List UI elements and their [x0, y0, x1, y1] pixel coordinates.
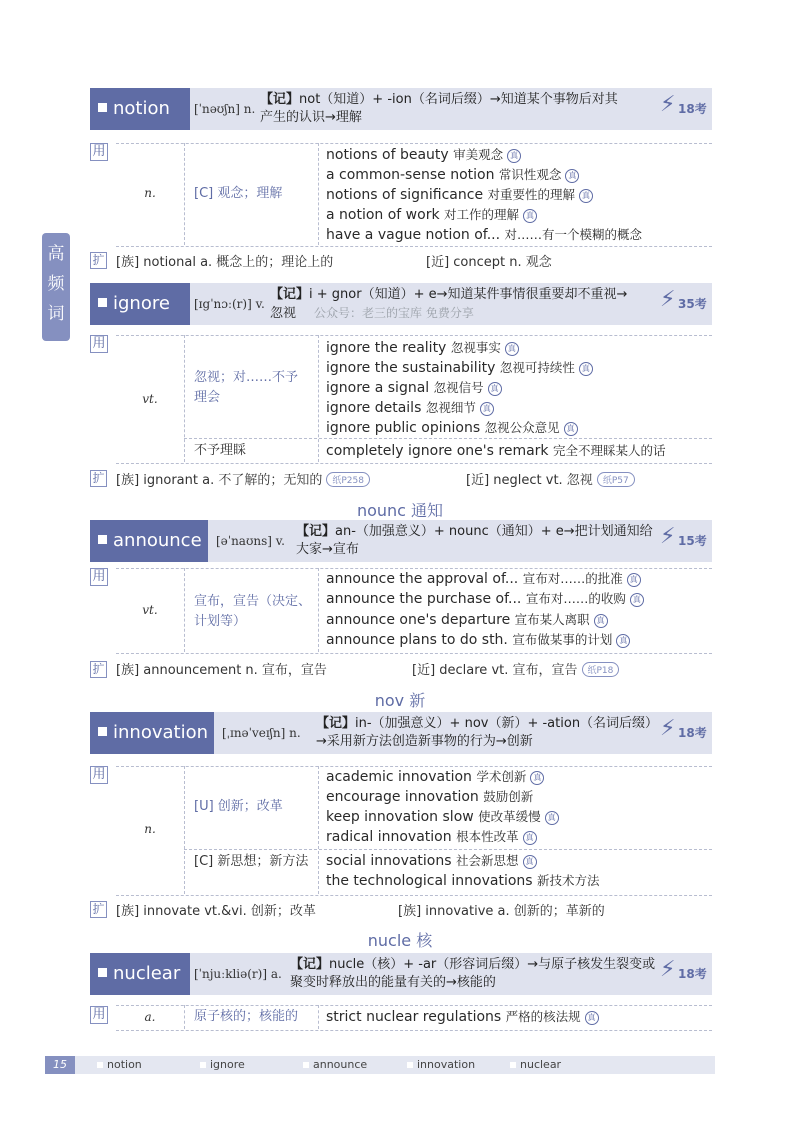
root-heading: nucle 核: [367, 931, 433, 950]
part-of-speech: a.: [144, 1010, 156, 1024]
exam-icon: 真: [594, 614, 608, 628]
synonym: [近] concept n. 观念: [426, 255, 552, 270]
word-family: [族] ignorant a. 不了解的；无知的 纸P258: [116, 469, 370, 488]
meaning: 原子核的；核能的: [194, 1009, 299, 1024]
phonetic: [əˈnaʊns] v.: [216, 534, 285, 548]
usage-tag: 用: [90, 568, 108, 586]
word-family: [族] notional a. 概念上的；理论上的: [116, 255, 334, 270]
extension-tag: 扩: [90, 901, 107, 918]
example-phrase: ignore the sustainability 忽视可持续性 真: [326, 358, 593, 378]
lightning-icon: ⚡: [660, 524, 676, 549]
root-heading: nounc 通知: [356, 501, 444, 520]
page-footer: [45, 1056, 715, 1074]
example-phrase: have a vague notion of... 对……有一个模糊的概念: [326, 227, 643, 243]
divider: [184, 1005, 185, 1029]
memory-tip: 【记】not（知道）+ -ion（名词后缀）→知道某个事物后对其产生的认识→理解: [260, 92, 618, 125]
divider: [184, 766, 185, 894]
memory-tip: 【记】nucle（核）+ -ar（形容词后缀）→与原子核发生裂变或聚变时释放出的能量有关的→核能的: [290, 957, 656, 990]
meaning: 宣布，宣告（决定、计划等）: [194, 594, 312, 629]
exam-icon: 真: [579, 362, 593, 376]
exam-icon: 真: [523, 831, 537, 845]
exam-icon: 真: [565, 169, 579, 183]
headword: nuclear: [90, 953, 190, 995]
page-ref-badge: 纸P258: [326, 472, 370, 487]
example-phrase: announce the purchase of... 宣布对……的收购 真: [326, 589, 644, 609]
word-family: [族] innovative a. 创新的；革新的: [398, 904, 605, 919]
frequency-badge: ⚡ 15考: [660, 524, 707, 549]
extension-tag: 扩: [90, 661, 107, 678]
divider: [318, 568, 319, 652]
divider: [184, 438, 712, 439]
page-ref-badge: 纸P57: [597, 472, 635, 487]
memory-tip: 【记】an-（加强意义）+ nounc（通知）+ e→把计划通知给大家→宣布: [296, 524, 653, 557]
phonetic: [ˈnəʊʃn] n.: [194, 102, 256, 116]
exam-icon: 真: [480, 402, 494, 416]
part-of-speech: n.: [144, 822, 156, 836]
divider: [318, 335, 319, 462]
phonetic: [ˈnjuːkliə(r)] a.: [194, 967, 282, 981]
usage-tag: 用: [90, 1006, 108, 1024]
example-phrase: a notion of work 对工作的理解 真: [326, 205, 537, 225]
lightning-icon: ⚡: [660, 957, 676, 982]
frequency-badge: ⚡ 18考: [660, 957, 707, 982]
headword: ignore: [90, 283, 190, 325]
meaning: [U] 创新；改革: [194, 799, 283, 814]
divider: [318, 766, 319, 894]
example-phrase: academic innovation 学术创新 真: [326, 767, 544, 787]
meaning: [C] 观念；理解: [194, 186, 283, 201]
divider: [184, 849, 712, 850]
exam-icon: 真: [507, 149, 521, 163]
page-number: 15: [45, 1056, 75, 1074]
example-phrase: notions of beauty 审美观念 真: [326, 145, 521, 165]
exam-icon: 真: [523, 855, 537, 869]
footer-word: notion: [97, 1056, 142, 1074]
entry-header-innovation: [90, 712, 712, 754]
footer-word: announce: [303, 1056, 367, 1074]
meaning: [C] 新思想；新方法: [194, 854, 309, 869]
example-phrase: encourage innovation 鼓励创新: [326, 789, 534, 805]
phonetic: [ˌɪnəˈveɪʃn] n.: [222, 726, 301, 740]
headword: announce: [90, 520, 208, 562]
example-phrase: announce the approval of... 宣布对……的批准 真: [326, 569, 641, 589]
divider: [318, 1005, 319, 1029]
exam-icon: 真: [488, 382, 502, 396]
meaning: 不予理睬: [194, 443, 247, 458]
example-phrase: keep innovation slow 使改革缓慢 真: [326, 807, 559, 827]
example-phrase: the technological innovations 新技术方法: [326, 873, 600, 889]
memory-tip: 【记】i + gnor（知道）+ e→知道某件事情很重要却不重视→忽视 公众号：老三的宝库 免费分享: [270, 287, 628, 321]
example-phrase: strict nuclear regulations 严格的核法规 真: [326, 1007, 599, 1027]
exam-icon: 真: [545, 811, 559, 825]
usage-tag: 用: [90, 143, 108, 161]
lightning-icon: ⚡: [660, 287, 676, 312]
exam-icon: 真: [616, 634, 630, 648]
example-phrase: radical innovation 根本性改革 真: [326, 827, 537, 847]
frequency-badge: ⚡ 18考: [660, 716, 707, 741]
exam-icon: 真: [530, 771, 544, 785]
example-phrase: announce one's departure 宣布某人离职 真: [326, 610, 608, 630]
exam-icon: 真: [627, 573, 641, 587]
usage-tag: 用: [90, 766, 108, 784]
lightning-icon: ⚡: [660, 716, 676, 741]
phonetic: [ɪgˈnɔː(r)] v.: [194, 297, 265, 311]
entry-header-notion: [90, 88, 712, 130]
exam-icon: 真: [505, 342, 519, 356]
page-ref-badge: 纸P18: [582, 662, 620, 677]
frequency-badge: ⚡ 35考: [660, 287, 707, 312]
example-phrase: ignore public opinions 忽视公众意见 真: [326, 418, 578, 438]
exam-icon: 真: [579, 189, 593, 203]
divider: [318, 143, 319, 245]
divider: [184, 568, 185, 652]
example-phrase: ignore a signal 忽视信号 真: [326, 378, 502, 398]
frequency-badge: ⚡ 18考: [660, 92, 707, 117]
meaning: 忽视；对……不予理会: [194, 370, 299, 405]
example-phrase: announce plans to do sth. 宣布做某事的计划 真: [326, 630, 630, 650]
example-phrase: ignore the reality 忽视事实 真: [326, 338, 519, 358]
extension-tag: 扩: [90, 470, 107, 487]
part-of-speech: n.: [144, 186, 156, 200]
part-of-speech: vt.: [142, 603, 158, 617]
divider: [184, 335, 185, 462]
footer-word: innovation: [407, 1056, 475, 1074]
example-phrase: a common-sense notion 常识性观念 真: [326, 165, 579, 185]
memory-tip: 【记】in-（加强意义）+ nov（新）+ -ation（名词后缀）→采用新方法创造新事物的行为→创新: [316, 716, 659, 749]
exam-icon: 真: [585, 1011, 599, 1025]
root-heading: nov 新: [374, 691, 426, 710]
word-family: [族] announcement n. 宣布，宣告: [116, 663, 327, 678]
footer-word: nuclear: [510, 1056, 561, 1074]
footer-word: ignore: [200, 1056, 245, 1074]
lightning-icon: ⚡: [660, 92, 676, 117]
example-phrase: completely ignore one's remark 完全不理睬某人的话: [326, 443, 666, 459]
exam-icon: 真: [630, 593, 644, 607]
extension-tag: 扩: [90, 252, 107, 269]
part-of-speech: vt.: [142, 392, 158, 406]
example-phrase: ignore details 忽视细节 真: [326, 398, 494, 418]
entry-header-nuclear: [90, 953, 712, 995]
headword: notion: [90, 88, 190, 130]
example-phrase: social innovations 社会新思想 真: [326, 851, 537, 871]
synonym: [近] declare vt. 宣布，宣告 纸P18: [412, 659, 619, 678]
entry-header-ignore: [90, 283, 712, 325]
word-family: [族] innovate vt.&vi. 创新；改革: [116, 904, 316, 919]
entry-header-announce: [90, 520, 712, 562]
high-frequency-tab: 高频词: [42, 233, 70, 341]
usage-tag: 用: [90, 335, 108, 353]
exam-icon: 真: [564, 422, 578, 436]
synonym: [近] neglect vt. 忽视 纸P57: [466, 469, 635, 488]
headword: innovation: [90, 712, 214, 754]
divider: [184, 143, 185, 245]
example-phrase: notions of significance 对重要性的理解 真: [326, 185, 593, 205]
exam-icon: 真: [523, 209, 537, 223]
